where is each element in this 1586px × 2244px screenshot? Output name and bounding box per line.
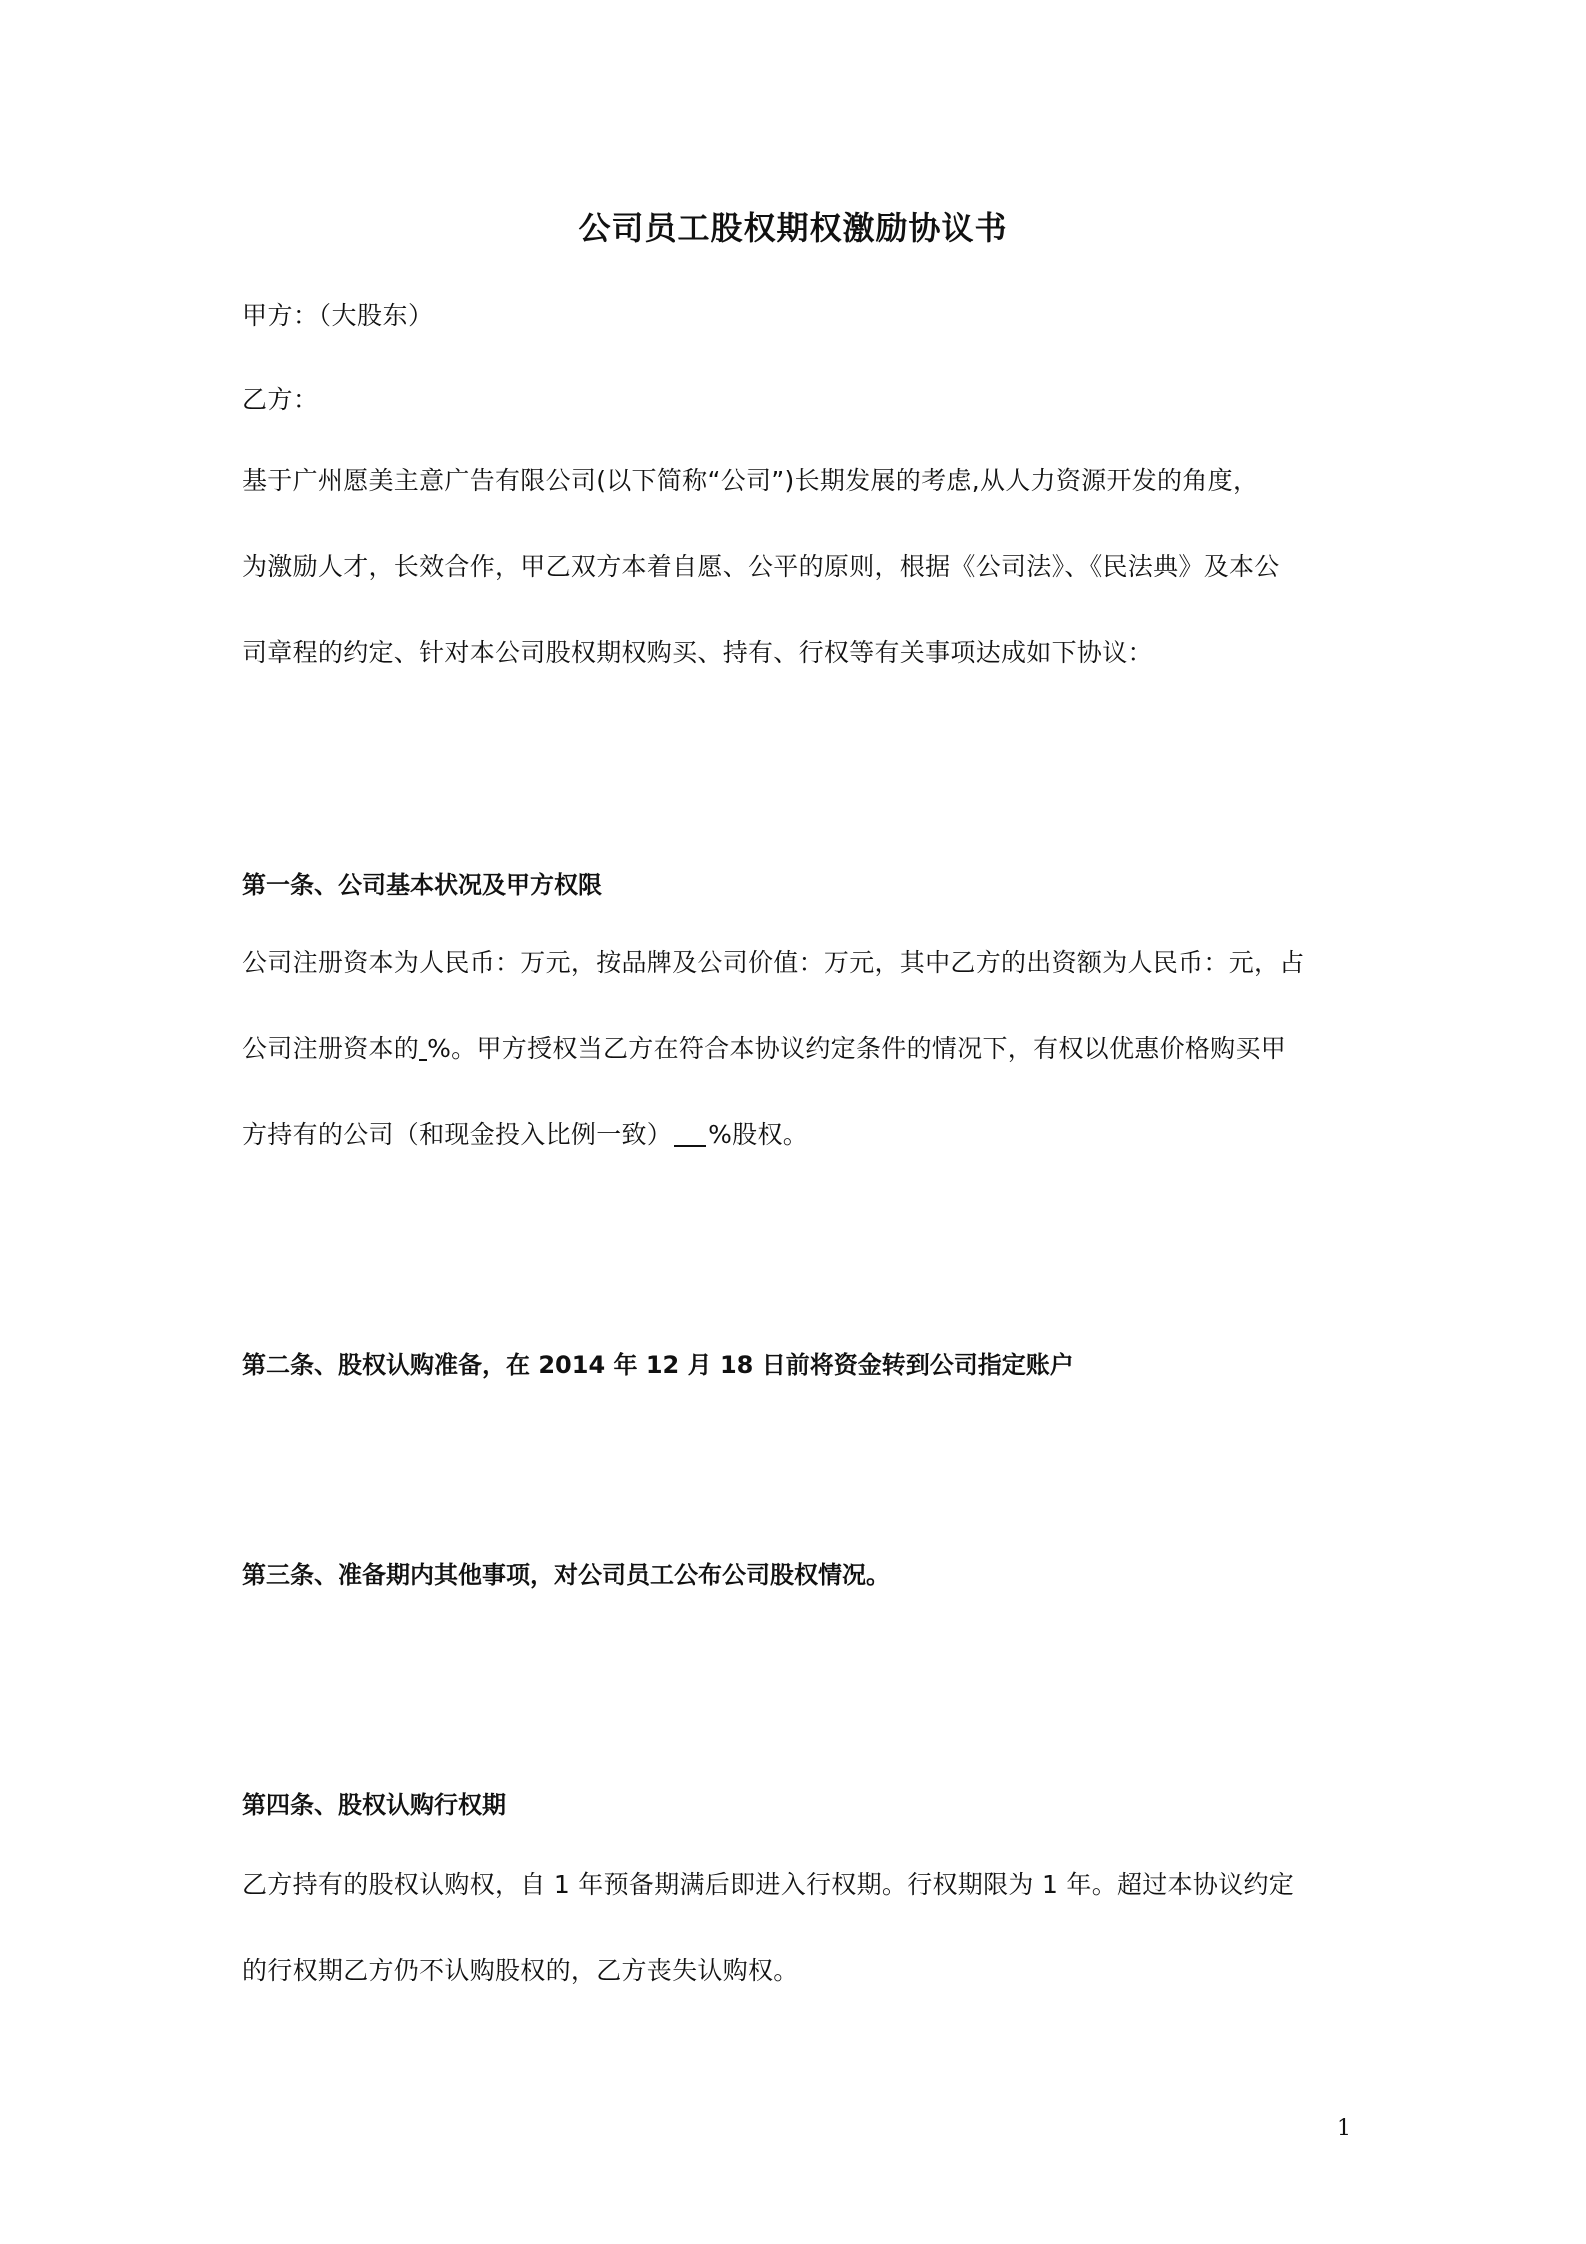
article-4-line-2: 的行权期乙方仍不认购股权的，乙方丧失认购权。 [242, 1956, 799, 1985]
article-1-paragraph [242, 940, 1362, 1198]
article-1-heading: 第一条、公司基本状况及甲方权限 [242, 871, 602, 899]
article-1-line-2-end: %。甲方授权当乙方在符合本协议约定条件的情况下，有权以优惠价格购买甲 [427, 1034, 1287, 1063]
intro-line-3: 司章程的约定、针对本公司股权期权购买、持有、行权等有关事项达成如下协议： [242, 638, 1153, 667]
intro-paragraph [242, 458, 1362, 716]
article-4-paragraph [242, 1862, 1362, 2034]
intro-line-2: 为激励人才，长效合作，甲乙双方本着自愿、公平的原则，根据《公司法》、《民法典》及本公 [242, 552, 1280, 581]
document-title: 公司员工股权期权激励协议书 [578, 209, 1008, 247]
article-1-line-2-start: 公司注册资本的 [242, 1034, 420, 1063]
intro-line-1: 基于广州愿美主意广告有限公司(以下简称“公司”)长期发展的考虑,从人力资源开发的角度， [242, 466, 1259, 495]
article-3-heading: 第三条、准备期内其他事项，对公司员工公布公司股权情况。 [242, 1561, 890, 1589]
article-1-line-1: 公司注册资本为人民币：万元，按品牌及公司价值：万元，其中乙方的出资额为人民币：元，占 [242, 948, 1305, 977]
article-1-line-2 [242, 1026, 1362, 1112]
party-a-line: 甲方：（大股东） [242, 301, 434, 330]
party-b-line: 乙方： [242, 385, 319, 414]
article-1-line-3-start: 方持有的公司（和现金投入比例一致） [242, 1120, 673, 1149]
article-1-line-3-end: %股权。 [708, 1120, 809, 1149]
page-number: 1 [1337, 2116, 1351, 2141]
equity-percent-blank-field [674, 1119, 706, 1147]
article-4-line-1: 乙方持有的股权认购权，自 1 年预备期满后即进入行权期。行权期限为 1 年。超过本协议约定 [242, 1870, 1295, 1899]
percent-blank-field [419, 1033, 427, 1061]
article-4-heading: 第四条、股权认购行权期 [242, 1791, 506, 1819]
article-1-line-3 [242, 1112, 1362, 1198]
article-2-heading: 第二条、股权认购准备，在 2014 年 12 月 18 日前将资金转到公司指定账户 [242, 1351, 1074, 1379]
